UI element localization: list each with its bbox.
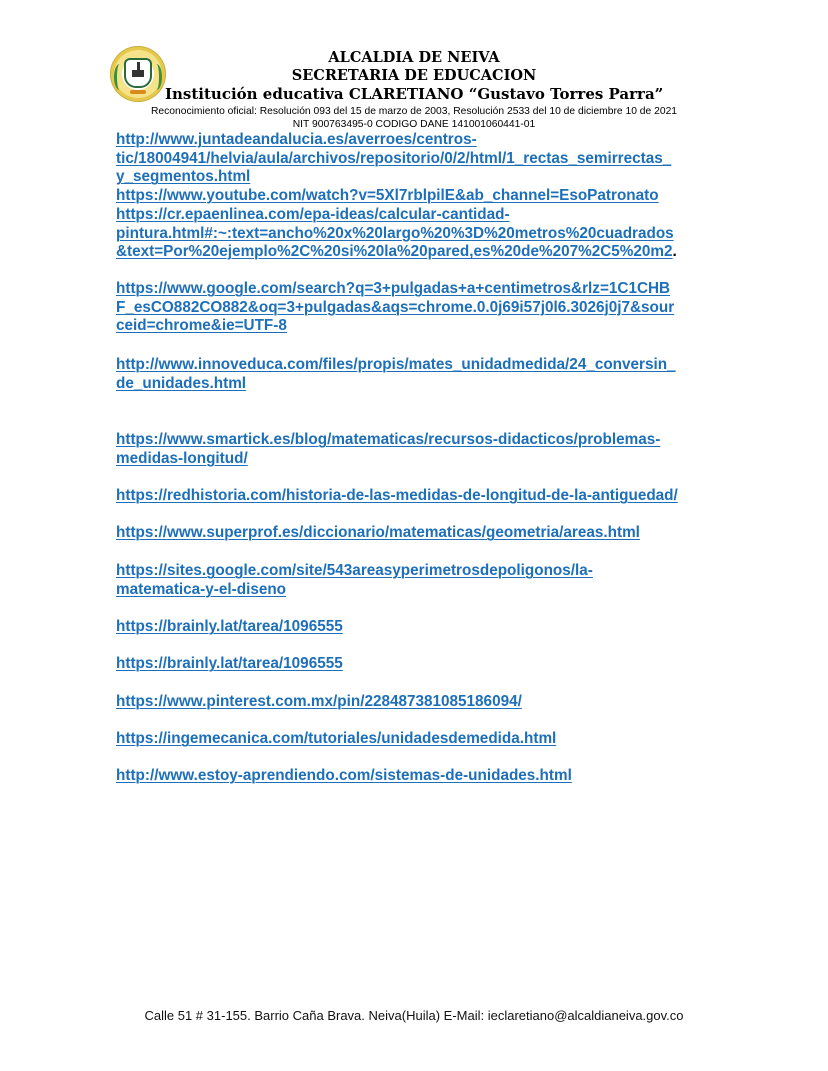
reference-link[interactable]: https://ingemecanica.com/tutoriales/unidadesdemedida.html <box>116 730 557 747</box>
header-alcaldia: ALCALDIA DE NEIVA <box>328 49 500 66</box>
crest-base <box>130 90 146 94</box>
header-nit-dane: NIT 900763495-0 CODIGO DANE 141001060441-01 <box>292 119 536 130</box>
reference-list-item <box>116 131 671 187</box>
reference-list-item <box>116 206 677 262</box>
reference-list-item <box>116 562 593 599</box>
footer-address: Calle 51 # 31-155. Barrio Caña Brava. Neiva(Huila) E-Mail: ieclaretiano@alcaldianeiva.gov.co <box>144 1008 684 1023</box>
reference-list-item <box>116 356 676 393</box>
reference-list-item <box>116 524 640 543</box>
reference-link[interactable]: https://sites.google.com/site/543areasyperimetrosdepoligonos/la- <box>116 562 593 579</box>
reference-link[interactable]: pintura.html#:~:text=ancho%20x%20largo%20%3D%20metros%20cuadrados <box>116 224 674 242</box>
trailing-period: . <box>672 243 677 260</box>
reference-link[interactable]: ceid=chrome&ie=UTF-8 <box>116 317 287 334</box>
reference-list-item <box>116 618 343 637</box>
reference-link[interactable]: tic/18004941/helvia/aula/archivos/repositorio/0/2/html/1_rectas_semirrectas_ <box>116 149 672 167</box>
reference-link[interactable]: http://www.innoveduca.com/files/propis/mates_unidadmedida/24_conversin_ <box>116 356 676 373</box>
header-recognition: Reconocimiento oficial: Resolución 093 del 15 de marzo de 2003, Resolución 2533 del 10 de diciembre 10 de 2021 <box>150 106 678 117</box>
reference-list-item <box>116 693 522 712</box>
reference-link[interactable]: https://www.pinterest.com.mx/pin/228487381085186094/ <box>116 693 522 710</box>
reference-link[interactable]: https://brainly.lat/tarea/1096555 <box>116 655 343 672</box>
reference-link[interactable]: matematica-y-el-diseno <box>116 580 287 598</box>
reference-list-item <box>116 730 556 749</box>
reference-link[interactable]: https://redhistoria.com/historia-de-las-medidas-de-longitud-de-la-antiguedad/ <box>116 487 678 504</box>
reference-link[interactable]: y_segmentos.html <box>116 168 251 185</box>
reference-list-item <box>116 280 674 336</box>
reference-list-item <box>116 187 659 206</box>
reference-link[interactable]: &text=Por%20ejemplo%2C%20si%20la%20pared,es%20de%207%2C5%20m2 <box>116 243 673 260</box>
reference-list-item <box>116 487 678 506</box>
reference-link[interactable]: F_esCO882CO882&oq=3+pulgadas&aqs=chrome.0.0j69i57j0l6.3026j0j7&sour <box>116 298 675 316</box>
reference-link[interactable]: de_unidades.html <box>116 374 247 392</box>
header-secretaria: SECRETARIA DE EDUCACION <box>291 67 537 84</box>
reference-link[interactable]: https://www.youtube.com/watch?v=5Xl7rblpilE&ab_channel=EsoPatronato <box>116 187 659 204</box>
reference-list-item <box>116 431 660 468</box>
reference-link[interactable]: https://www.smartick.es/blog/matematicas/recursos-didacticos/problemas- <box>116 431 661 448</box>
reference-link[interactable]: https://cr.epaenlinea.com/epa-ideas/calcular-cantidad- <box>116 206 510 223</box>
reference-link[interactable]: https://www.google.com/search?q=3+pulgadas+a+centimetros&rlz=1C1CHB <box>116 280 671 297</box>
header-institution: Institución educativa CLARETIANO “Gustavo Torres Parra” <box>165 85 664 103</box>
reference-link[interactable]: http://www.estoy-aprendiendo.com/sistemas-de-unidades.html <box>116 767 572 784</box>
reference-link[interactable]: https://www.superprof.es/diccionario/matematicas/geometria/areas.html <box>116 524 640 541</box>
reference-link[interactable]: https://brainly.lat/tarea/1096555 <box>116 618 343 635</box>
reference-list-item <box>116 655 343 674</box>
reference-link[interactable]: medidas-longitud/ <box>116 449 248 467</box>
reference-list-item <box>116 767 572 786</box>
reference-link[interactable]: http://www.juntadeandalucia.es/averroes/centros- <box>116 131 477 148</box>
